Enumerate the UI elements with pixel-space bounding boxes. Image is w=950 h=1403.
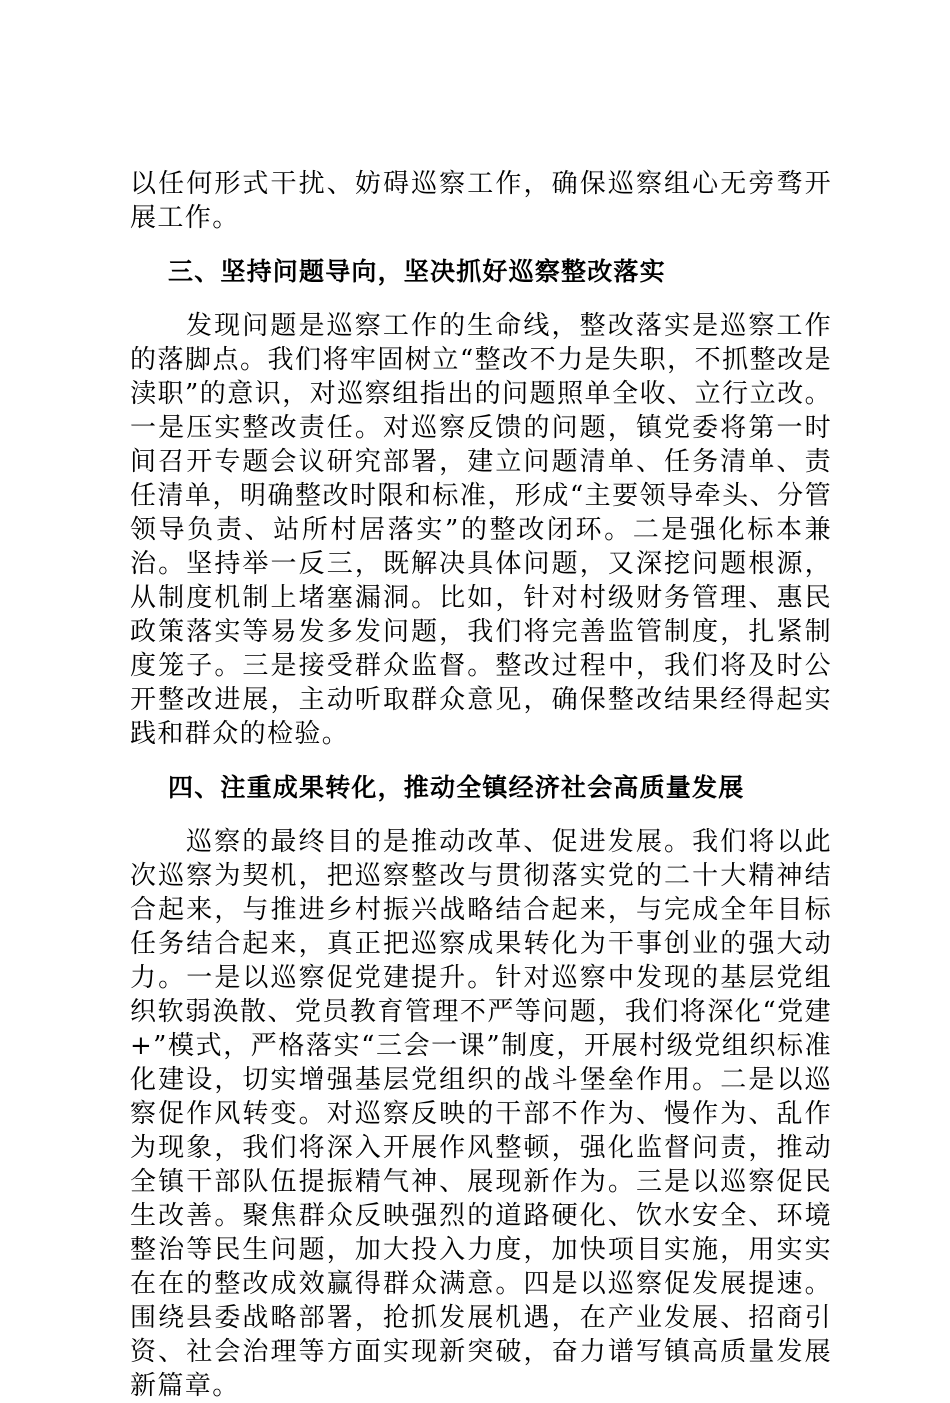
paragraph-continued: 以任何形式干扰、妨碍巡察工作，确保巡察组心无旁骛开展工作。 (130, 169, 832, 233)
paragraph-section-3: 发现问题是巡察工作的生命线，整改落实是巡察工作的落脚点。我们将牢固树立“整改不力是失职，不抓整改是渎职”的意识，对巡察组指出的问题照单全收、立行立改。一是压实整改责任。对巡察反馈的问题，镇党委将第一时间召开专题会议研究部署，建立问题清单、任务清单、责任清单，明确整改时限和标准，形成“主要领导牵头、分管领导负责、站所村居落实”的整改闭环。二是强化标本兼治。坚持举一反三，既解决具体问题，又深挖问题根源，从制度机制上堵塞漏洞。比如，针对村级财务管理、惠民政策落实等易发多发问题，我们将完善监管制度，扎紧制度笼子。三是接受群众监督。整改过程中，我们将及时公开整改进展，主动听取群众意见，确保整改结果经得起实践和群众的检验。 (130, 311, 832, 749)
paragraph-section-4: 巡察的最终目的是推动改革、促进发展。我们将以此次巡察为契机，把巡察整改与贯彻落实党的二十大精神结合起来，与推进乡村振兴战略结合起来，与完成全年目标任务结合起来，真正把巡察成果转化为干事创业的强大动力。一是以巡察促党建提升。针对巡察中发现的基层党组织软弱涣散、党员教育管理不严等问题，我们将深化“党建+”模式，严格落实“三会一课”制度，开展村级党组织标准化建设，切实增强基层党组织的战斗堡垒作用。二是以巡察促作风转变。对巡察反映的干部不作为、慢作为、乱作为现象，我们将深入开展作风整顿，强化监督问责，推动全镇干部队伍提振精气神、展现新作为。三是以巡察促民生改善。聚焦群众反映强烈的道路硬化、饮水安全、环境整治等民生问题，加大投入力度，加快项目实施，用实实在在的整改成效赢得群众满意。四是以巡察促发展提速。围绕县委战略部署，抢抓发展机遇，在产业发展、招商引资、社会治理等方面实现新突破，奋力谱写镇高质量发展新篇章。 (130, 827, 832, 1401)
section-heading-3: 三、坚持问题导向，坚决抓好巡察整改落实 (168, 257, 666, 286)
spacer (130, 751, 832, 771)
spacer (130, 235, 832, 255)
document-page (130, 167, 832, 1403)
spacer (130, 289, 832, 309)
section-heading-4: 四、注重成果转化，推动全镇经济社会高质量发展 (168, 773, 745, 802)
spacer (130, 805, 832, 825)
